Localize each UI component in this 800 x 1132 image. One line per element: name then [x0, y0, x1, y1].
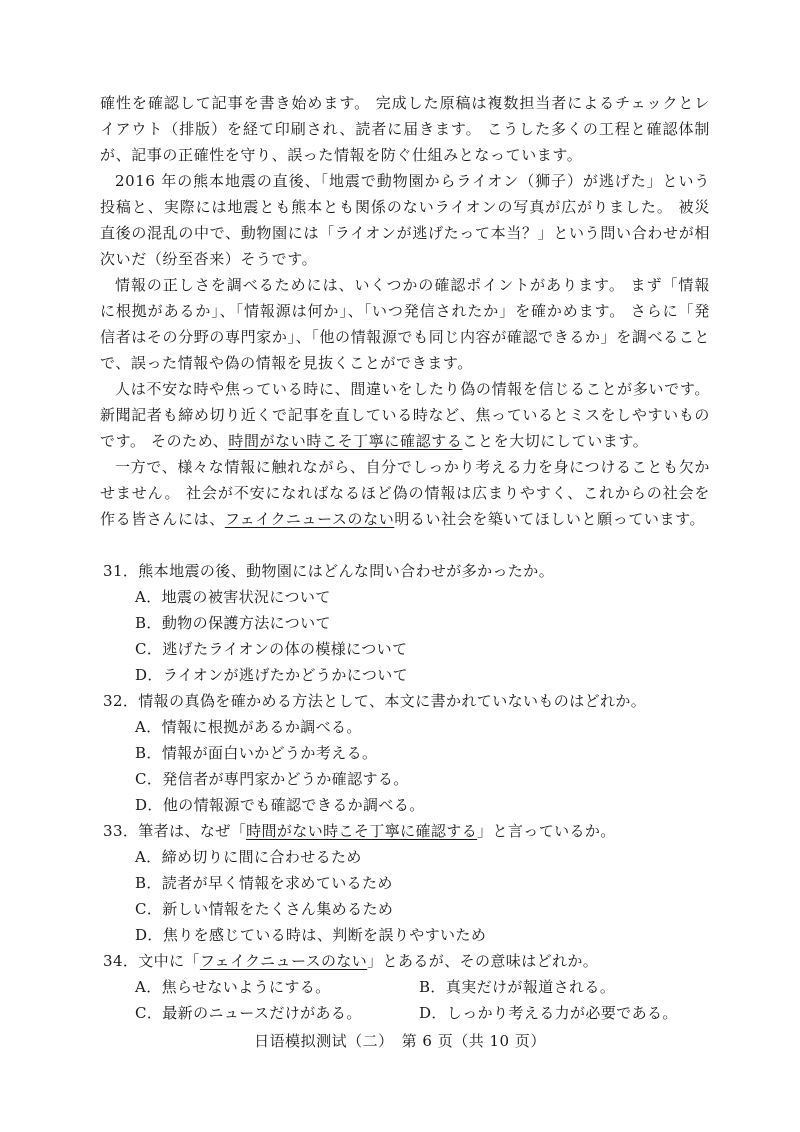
question-stem — [103, 948, 703, 974]
option-a: A．締め切りに間に合わせるため — [135, 848, 362, 866]
passage-paragraph-4 — [100, 376, 710, 454]
option-row — [103, 1000, 703, 1026]
question-stem — [103, 818, 703, 844]
paragraph-4-text-before: 人は不安な時や焦っている時に、間違いをしたり偽の情報を信じることが多いです。 新聞記者も締め切り近くで記事を直している時など、焦っているとミスをしやすいものです。 そのため、 — [100, 380, 710, 450]
option-row — [103, 974, 703, 1000]
option-d: D．焦りを感じている時は、判断を誤りやすいため — [135, 926, 487, 944]
option-c: C．逃げたライオンの体の模様について — [135, 640, 408, 658]
underlined-phrase-no-fake-news: フェイクニュースのない — [224, 510, 395, 528]
option-d: D．しっかり考える力が必要である。 — [419, 1004, 678, 1022]
passage-paragraph-3: 情報の正しさを調べるためには、いくつかの確認ポイントがあります。 まず「情報に根拠があるか」、「情報源は何か」、「いつ発信されたか」を確かめます。 さらに「発信者はその分野の専門家か」、「他の情報源でも同じ内容が確認できるか」を調べることで、誤った情報や偽の情報を見抜くことができます。 — [100, 276, 710, 372]
passage-paragraph-2: 2016 年の熊本地震の直後、「地震で動物園からライオン（狮子）が逃げた」という投稿と、実際には地震とも熊本とも関係のないライオンの写真が広がりました。 被災直後の混乱の中で、動物園には「ライオンが逃げたって本当？」という問い合わせが相次いだ（纷至沓来）そうです。 — [100, 172, 710, 268]
option-a: A．焦らせないようにする。 — [135, 978, 331, 996]
paragraph-4-text-after: ことを大切にしています。 — [462, 432, 649, 450]
stem-text-before: 33．筆者は、なぜ「 — [103, 822, 247, 840]
underlined-phrase-no-fake-news: フェイクニュースのない — [199, 952, 368, 970]
underlined-phrase-careful-check: 時間がない時こそ丁寧に確認する — [228, 432, 463, 450]
question-stem: 31．熊本地震の後、動物園にはどんな問い合わせが多かったか。 — [103, 562, 555, 580]
reading-passage — [100, 90, 710, 532]
question-stem: 32．情報の真偽を確かめる方法として、本文に書かれていないものはどれか。 — [103, 692, 647, 710]
paragraph-5-text-before: 一方で、様々な情報に触れながら、自分でしっかり考える力を身につけることも欠かせません。 社会が不安になればなるほど偽の情報は広まりやすく、これからの社会を作る皆さんには、 — [100, 458, 710, 528]
question-32 — [103, 688, 703, 818]
underlined-phrase-careful-check: 時間がない時こそ丁寧に確認する — [246, 822, 478, 840]
option-b: B．読者が早く情報を求めているため — [135, 874, 393, 892]
stem-text-after: 」とあるが、その意味はどれか。 — [367, 952, 599, 970]
stem-text-before: 34．文中に「 — [103, 952, 200, 970]
question-31 — [103, 558, 703, 688]
question-33 — [103, 818, 703, 948]
option-b: B．情報が面白いかどうか考える。 — [135, 744, 378, 762]
stem-text-after: 」と言っているか。 — [477, 822, 616, 840]
option-d: D．ライオンが逃げたかどうかについて — [135, 666, 409, 684]
option-d: D．他の情報源でも確認できるか調べる。 — [135, 796, 425, 814]
passage-paragraph-5 — [100, 454, 710, 532]
option-c: C．発信者が専門家かどうか確認する。 — [135, 770, 409, 788]
option-c: C．新しい情報をたくさん集めるため — [135, 900, 394, 918]
option-a: A．情報に根拠があるか調べる。 — [135, 718, 362, 736]
question-list — [103, 558, 703, 1026]
passage-paragraph-1: 確性を確認して記事を書き始めます。 完成した原稿は複数担当者によるチェックとレイアウト（排版）を経て印刷され、読者に届きます。 こうした多くの工程と確認体制が、記事の正確性を守り、誤った情報を防ぐ仕組みとなっています。 — [100, 94, 710, 164]
question-34 — [103, 948, 703, 1026]
option-b: B．動物の保護方法について — [135, 614, 331, 632]
page-footer: 日语模拟测试（二） 第 6 页（共 10 页） — [254, 1032, 546, 1050]
option-b: B．真実だけが報道される。 — [419, 978, 616, 996]
option-a: A．地震の被害状況について — [135, 588, 331, 606]
paragraph-5-text-after: 明るい社会を築いてほしいと願っています。 — [394, 510, 706, 528]
option-c: C．最新のニュースだけがある。 — [135, 1004, 362, 1022]
